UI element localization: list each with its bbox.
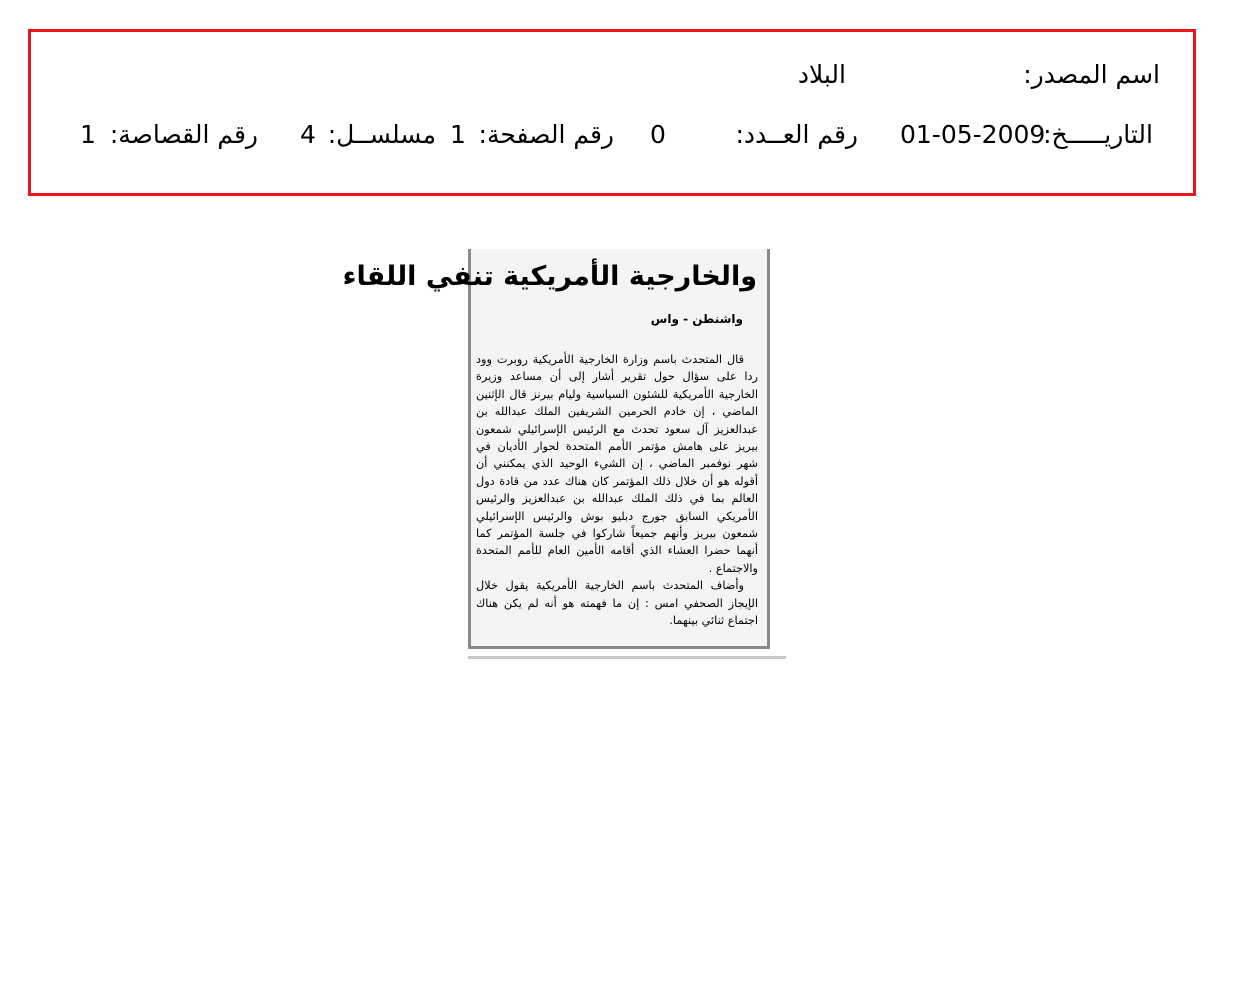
date-label: التاريـــــخ: (1043, 120, 1153, 149)
article-dateline: واشنطن - واس (650, 312, 743, 326)
clipping-shadow-line (468, 656, 786, 659)
page-label: رقم الصفحة: (478, 120, 614, 149)
issue-label: رقم العــدد: (735, 120, 858, 149)
issue-value: 0 (650, 120, 666, 149)
date-value: 01-05-2009 (900, 120, 1046, 149)
article-paragraph: وأضاف المتحدث باسم الخارجية الأمريكية يقول خلال الإيجاز الصحفي امس : إن ما فهمته هو أنه لم يكن هناك اجتماع ثنائي بينهما. (476, 579, 758, 628)
source-label: اسم المصدر: (1023, 60, 1160, 89)
serial-value: 4 (300, 120, 316, 149)
serial-label: مسلســل: (327, 120, 436, 149)
source-value: البلاد (797, 60, 846, 89)
page-value: 1 (450, 120, 466, 149)
article-body (476, 351, 758, 630)
article-headline: والخارجية الأمريكية تنفي اللقاء (342, 261, 757, 292)
clip-number-label: رقم القصاصة: (109, 120, 258, 149)
metadata-header-box (28, 29, 1196, 196)
clip-number-value: 1 (80, 120, 96, 149)
newspaper-clipping (342, 249, 770, 649)
article-paragraph: قال المتحدث باسم وزارة الخارجية الأمريكية روبرت وود ردا على سؤال حول تقرير أشار إلى أن مساعد وزيرة الخارجية الأمريكية للشئون السياسية وليام بيرنز قال الإثنين الماضي ، إن خادم الحرمين الشريفين الملك عبدالله بن عبدالعزيز آل سعود تحدث مع الرئيس الإسرائيلي شمعون بيريز على هامش مؤتمر الأمم المتحدة لحوار الأديان في شهر نوفمبر الماضي ، إن الشيء الوحيد الذي يمكنني أن أقوله هو أن خلال ذلك المؤتمر كان هناك عدد من قادة دول العالم بما في ذلك الملك عبدالله بن عبدالعزيز والرئيس الأمريكي السابق جورج دبليو بوش والرئيس الإسرائيلي شمعون بيريز وأنهم جميعاً شاركوا في جلسة المؤتمر كما أنهما حضرا العشاء الذي أقامه الأمين العام للأمم المتحدة والاجتماع . (476, 353, 758, 575)
